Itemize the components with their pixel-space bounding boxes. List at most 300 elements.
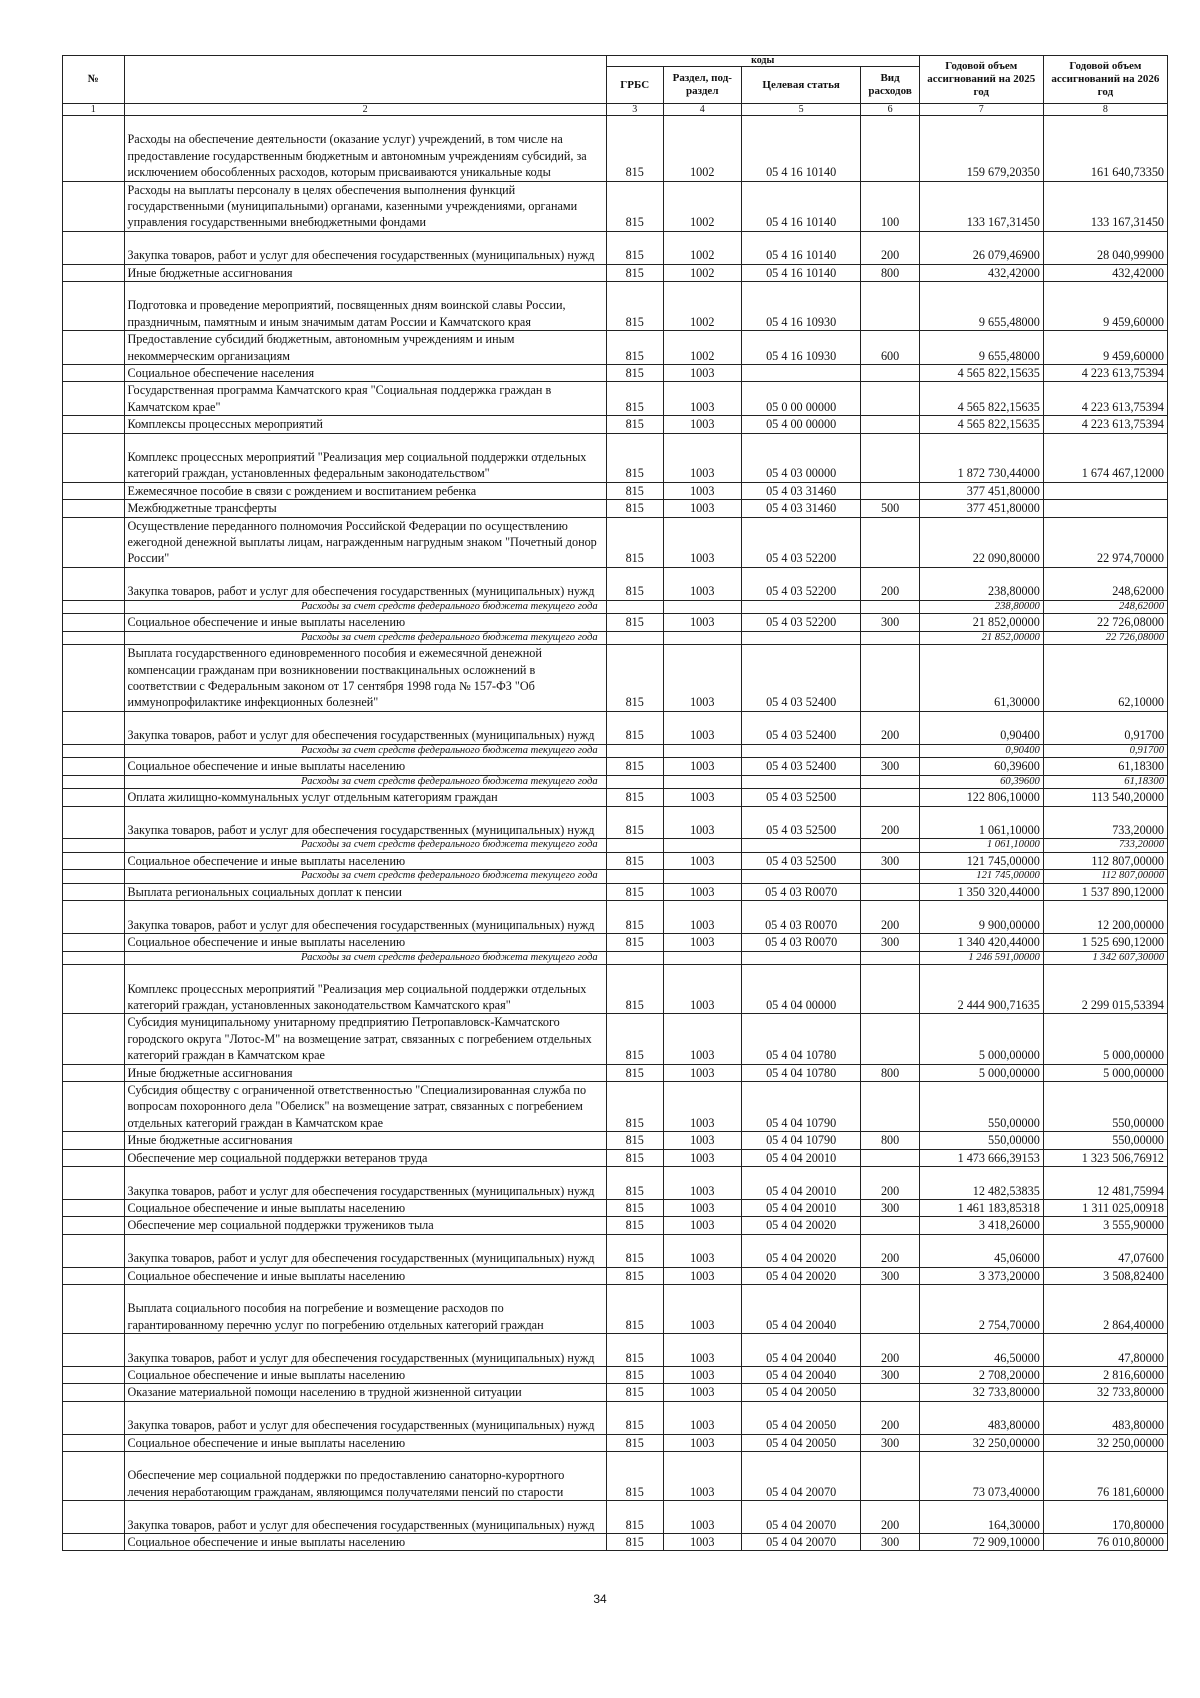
amount-2026: 113 540,20000 xyxy=(1043,789,1167,806)
vid-cell: 300 xyxy=(861,934,919,951)
federal-share-row xyxy=(63,951,1168,965)
razdel-cell: 1003 xyxy=(663,1149,741,1166)
vid-cell xyxy=(861,870,919,884)
grbs-cell: 815 xyxy=(606,517,663,567)
grbs-cell: 815 xyxy=(606,1434,663,1451)
header-2026: Годовой объем ассигнований на 2026 год xyxy=(1043,56,1167,104)
razdel-cell: 1003 xyxy=(663,645,741,712)
header-2025: Годовой объем ассигнований на 2025 год xyxy=(919,56,1043,104)
amount-2025: 238,80000 xyxy=(919,567,1043,600)
table-header xyxy=(63,56,1168,116)
grbs-cell: 815 xyxy=(606,1217,663,1234)
razdel-cell: 1003 xyxy=(663,567,741,600)
item-name: Государственная программа Камчатского края "Социальная поддержка граждан в Камчатском крае" xyxy=(124,382,606,416)
csr-cell: 05 4 04 20020 xyxy=(741,1234,861,1267)
no-cell xyxy=(63,517,125,567)
amount-2025: 164,30000 xyxy=(919,1501,1043,1534)
razdel-cell: 1003 xyxy=(663,1199,741,1216)
amount-2026: 76 181,60000 xyxy=(1043,1451,1167,1500)
razdel-cell xyxy=(663,631,741,645)
vid-cell xyxy=(861,631,919,645)
table-row xyxy=(63,645,1168,712)
vid-cell: 200 xyxy=(861,1234,919,1267)
razdel-cell: 1003 xyxy=(663,1434,741,1451)
razdel-cell xyxy=(663,600,741,614)
amount-2025: 133 167,31450 xyxy=(919,181,1043,231)
vid-cell: 200 xyxy=(861,567,919,600)
amount-2025: 46,50000 xyxy=(919,1334,1043,1367)
vid-cell xyxy=(861,1149,919,1166)
item-name: Закупка товаров, работ и услуг для обеспечения государственных (муниципальных) нужд xyxy=(124,1501,606,1534)
amount-2026: 22 726,08000 xyxy=(1043,631,1167,645)
table-row xyxy=(63,1384,1168,1401)
table-row xyxy=(63,1199,1168,1216)
amount-2026: 62,10000 xyxy=(1043,645,1167,712)
table-row xyxy=(63,1149,1168,1166)
no-cell xyxy=(63,416,125,433)
table-row xyxy=(63,1501,1168,1534)
csr-cell: 05 4 03 52500 xyxy=(741,789,861,806)
grbs-cell: 815 xyxy=(606,1533,663,1550)
table-row xyxy=(63,934,1168,951)
amount-2026: 483,80000 xyxy=(1043,1401,1167,1434)
razdel-cell: 1003 xyxy=(663,853,741,870)
grbs-cell: 815 xyxy=(606,433,663,482)
razdel-cell: 1003 xyxy=(663,965,741,1014)
item-name: Расходы за счет средств федерального бюджета текущего года xyxy=(124,951,606,965)
amount-2026: 3 555,90000 xyxy=(1043,1217,1167,1234)
header-vid: Вид расходов xyxy=(861,67,919,104)
amount-2025: 22 090,80000 xyxy=(919,517,1043,567)
csr-cell: 05 4 16 10140 xyxy=(741,231,861,264)
amount-2026: 2 816,60000 xyxy=(1043,1366,1167,1383)
table-row xyxy=(63,1064,1168,1081)
no-cell xyxy=(63,614,125,631)
grbs-cell xyxy=(606,744,663,758)
vid-cell xyxy=(861,951,919,965)
vid-cell: 800 xyxy=(861,1132,919,1149)
no-cell xyxy=(63,331,125,365)
amount-2026: 9 459,60000 xyxy=(1043,331,1167,365)
table-row xyxy=(63,789,1168,806)
item-name: Социальное обеспечение и иные выплаты населению xyxy=(124,1533,606,1550)
vid-cell xyxy=(861,789,919,806)
amount-2025: 550,00000 xyxy=(919,1082,1043,1132)
amount-2025: 3 418,26000 xyxy=(919,1217,1043,1234)
item-name: Расходы за счет средств федерального бюджета текущего года xyxy=(124,775,606,789)
amount-2025: 3 373,20000 xyxy=(919,1267,1043,1284)
item-name: Расходы за счет средств федерального бюджета текущего года xyxy=(124,870,606,884)
no-cell xyxy=(63,433,125,482)
no-cell xyxy=(63,934,125,951)
table-row xyxy=(63,758,1168,775)
razdel-cell: 1003 xyxy=(663,1533,741,1550)
razdel-cell: 1003 xyxy=(663,482,741,499)
col-num: 6 xyxy=(861,104,919,116)
razdel-cell: 1003 xyxy=(663,806,741,839)
grbs-cell: 815 xyxy=(606,282,663,331)
table-row xyxy=(63,806,1168,839)
amount-2026: 432,42000 xyxy=(1043,264,1167,281)
budget-sheet xyxy=(62,55,1168,1551)
razdel-cell: 1003 xyxy=(663,382,741,416)
header-name xyxy=(124,56,606,104)
no-cell xyxy=(63,806,125,839)
item-name: Комплекс процессных мероприятий "Реализация мер социальной поддержки отдельных категорий граждан, установленных законодательством Камчатского края" xyxy=(124,965,606,1014)
grbs-cell: 815 xyxy=(606,1199,663,1216)
razdel-cell xyxy=(663,951,741,965)
item-name: Социальное обеспечение населения xyxy=(124,365,606,382)
vid-cell xyxy=(861,775,919,789)
csr-cell: 05 4 03 52400 xyxy=(741,645,861,712)
amount-2026: 0,91700 xyxy=(1043,711,1167,744)
no-cell xyxy=(63,744,125,758)
vid-cell: 300 xyxy=(861,1533,919,1550)
no-cell xyxy=(63,965,125,1014)
grbs-cell: 815 xyxy=(606,567,663,600)
table-row xyxy=(63,853,1168,870)
item-name: Обеспечение мер социальной поддержки ветеранов труда xyxy=(124,1149,606,1166)
grbs-cell: 815 xyxy=(606,901,663,934)
vid-cell: 300 xyxy=(861,758,919,775)
no-cell xyxy=(63,789,125,806)
vid-cell xyxy=(861,482,919,499)
amount-2025: 61,30000 xyxy=(919,645,1043,712)
grbs-cell: 815 xyxy=(606,1167,663,1200)
table-row xyxy=(63,1284,1168,1333)
item-name: Иные бюджетные ассигнования xyxy=(124,1064,606,1081)
grbs-cell: 815 xyxy=(606,1149,663,1166)
vid-cell: 200 xyxy=(861,1401,919,1434)
csr-cell: 05 4 04 10780 xyxy=(741,1014,861,1064)
amount-2026: 32 250,00000 xyxy=(1043,1434,1167,1451)
vid-cell: 300 xyxy=(861,1267,919,1284)
vid-cell xyxy=(861,1014,919,1064)
razdel-cell: 1003 xyxy=(663,1167,741,1200)
no-cell xyxy=(63,1366,125,1383)
no-cell xyxy=(63,1401,125,1434)
razdel-cell: 1003 xyxy=(663,1082,741,1132)
vid-cell xyxy=(861,416,919,433)
grbs-cell: 815 xyxy=(606,264,663,281)
grbs-cell: 815 xyxy=(606,365,663,382)
no-cell xyxy=(63,951,125,965)
grbs-cell xyxy=(606,870,663,884)
item-name: Закупка товаров, работ и услуг для обеспечения государственных (муниципальных) нужд xyxy=(124,1401,606,1434)
razdel-cell: 1003 xyxy=(663,1064,741,1081)
csr-cell: 05 4 03 31460 xyxy=(741,500,861,517)
grbs-cell: 815 xyxy=(606,1082,663,1132)
vid-cell xyxy=(861,382,919,416)
item-name: Расходы за счет средств федерального бюджета текущего года xyxy=(124,600,606,614)
vid-cell: 200 xyxy=(861,1334,919,1367)
no-cell xyxy=(63,853,125,870)
amount-2025: 4 565 822,15635 xyxy=(919,416,1043,433)
csr-cell: 05 4 04 00000 xyxy=(741,965,861,1014)
csr-cell: 05 4 03 R0070 xyxy=(741,934,861,951)
grbs-cell: 815 xyxy=(606,806,663,839)
table-row xyxy=(63,1533,1168,1550)
grbs-cell: 815 xyxy=(606,500,663,517)
amount-2025: 377 451,80000 xyxy=(919,500,1043,517)
amount-2025: 73 073,40000 xyxy=(919,1451,1043,1500)
grbs-cell xyxy=(606,775,663,789)
item-name: Выплата региональных социальных доплат к пенсии xyxy=(124,884,606,901)
grbs-cell: 815 xyxy=(606,116,663,182)
no-cell xyxy=(63,500,125,517)
grbs-cell: 815 xyxy=(606,382,663,416)
item-name: Предоставление субсидий бюджетным, автономным учреждениям и иным некоммерческим организациям xyxy=(124,331,606,365)
table-row xyxy=(63,1217,1168,1234)
csr-cell: 05 4 16 10140 xyxy=(741,264,861,281)
no-cell xyxy=(63,1501,125,1534)
table-row xyxy=(63,1167,1168,1200)
razdel-cell: 1003 xyxy=(663,1132,741,1149)
table-row xyxy=(63,181,1168,231)
razdel-cell: 1003 xyxy=(663,1366,741,1383)
item-name: Закупка товаров, работ и услуг для обеспечения государственных (муниципальных) нужд xyxy=(124,1234,606,1267)
amount-2025: 5 000,00000 xyxy=(919,1064,1043,1081)
item-name: Закупка товаров, работ и услуг для обеспечения государственных (муниципальных) нужд xyxy=(124,1167,606,1200)
amount-2025: 60,39600 xyxy=(919,758,1043,775)
razdel-cell: 1002 xyxy=(663,116,741,182)
item-name: Ежемесячное пособие в связи с рождением и воспитанием ребенка xyxy=(124,482,606,499)
no-cell xyxy=(63,1434,125,1451)
federal-share-row xyxy=(63,839,1168,853)
razdel-cell: 1003 xyxy=(663,614,741,631)
razdel-cell xyxy=(663,775,741,789)
amount-2025: 1 061,10000 xyxy=(919,806,1043,839)
grbs-cell: 815 xyxy=(606,1284,663,1333)
item-name: Межбюджетные трансферты xyxy=(124,500,606,517)
no-cell xyxy=(63,1132,125,1149)
col-num: 4 xyxy=(663,104,741,116)
no-cell xyxy=(63,758,125,775)
amount-2026: 9 459,60000 xyxy=(1043,282,1167,331)
amount-2026: 22 726,08000 xyxy=(1043,614,1167,631)
col-num: 7 xyxy=(919,104,1043,116)
table-row xyxy=(63,614,1168,631)
amount-2026: 1 323 506,76912 xyxy=(1043,1149,1167,1166)
amount-2026: 1 525 690,12000 xyxy=(1043,934,1167,951)
csr-cell: 05 4 04 20040 xyxy=(741,1284,861,1333)
vid-cell: 600 xyxy=(861,331,919,365)
col-num: 3 xyxy=(606,104,663,116)
amount-2025: 1 872 730,44000 xyxy=(919,433,1043,482)
razdel-cell: 1003 xyxy=(663,433,741,482)
amount-2026: 733,20000 xyxy=(1043,806,1167,839)
grbs-cell: 815 xyxy=(606,1234,663,1267)
item-name: Обеспечение мер социальной поддержки по предоставлению санаторно-курортного лечения неработающим гражданам, являющимся получателями пенсий по старости xyxy=(124,1451,606,1500)
no-cell xyxy=(63,1384,125,1401)
csr-cell: 05 4 04 10790 xyxy=(741,1132,861,1149)
amount-2025: 0,90400 xyxy=(919,744,1043,758)
amount-2025: 72 909,10000 xyxy=(919,1533,1043,1550)
amount-2026: 5 000,00000 xyxy=(1043,1064,1167,1081)
no-cell xyxy=(63,1217,125,1234)
amount-2026: 2 864,40000 xyxy=(1043,1284,1167,1333)
amount-2025: 9 655,48000 xyxy=(919,282,1043,331)
amount-2025: 1 461 183,85318 xyxy=(919,1199,1043,1216)
vid-cell: 300 xyxy=(861,853,919,870)
amount-2026: 0,91700 xyxy=(1043,744,1167,758)
no-cell xyxy=(63,600,125,614)
csr-cell: 05 4 03 52400 xyxy=(741,711,861,744)
page-number: 34 xyxy=(593,1592,607,1606)
amount-2026: 1 342 607,30000 xyxy=(1043,951,1167,965)
csr-cell: 05 4 04 20070 xyxy=(741,1501,861,1534)
item-name: Расходы на выплаты персоналу в целях обеспечения выполнения функций государственными (муниципальными) органами, казенными учреждениями, органами управления государственными внебюджетными фондами xyxy=(124,181,606,231)
no-cell xyxy=(63,711,125,744)
amount-2025: 121 745,00000 xyxy=(919,870,1043,884)
razdel-cell: 1002 xyxy=(663,331,741,365)
item-name: Субсидия муниципальному унитарному предприятию Петропавловск-Камчатского городского округа "Лотос-М" на возмещение затрат, связанных с погребением отдельных категорий граждан в Камчатском крае xyxy=(124,1014,606,1064)
amount-2026: 112 807,00000 xyxy=(1043,870,1167,884)
grbs-cell: 815 xyxy=(606,614,663,631)
vid-cell xyxy=(861,517,919,567)
amount-2026: 170,80000 xyxy=(1043,1501,1167,1534)
grbs-cell: 815 xyxy=(606,1132,663,1149)
col-num: 8 xyxy=(1043,104,1167,116)
table-row xyxy=(63,331,1168,365)
item-name: Выплата государственного единовременного пособия и ежемесячной денежной компенсации гражданам при возникновении поствакцинальных осложнений в соответствии с Федеральным законом от 17 сентября 1998 года № 157-ФЗ "Об иммунопрофилактике инфекционных болезней" xyxy=(124,645,606,712)
amount-2026: 22 974,70000 xyxy=(1043,517,1167,567)
csr-cell: 05 4 04 20020 xyxy=(741,1267,861,1284)
table-row xyxy=(63,116,1168,182)
amount-2025: 60,39600 xyxy=(919,775,1043,789)
federal-share-row xyxy=(63,600,1168,614)
amount-2025: 9 900,00000 xyxy=(919,901,1043,934)
no-cell xyxy=(63,1267,125,1284)
no-cell xyxy=(63,567,125,600)
vid-cell xyxy=(861,1384,919,1401)
table-row xyxy=(63,382,1168,416)
grbs-cell: 815 xyxy=(606,711,663,744)
csr-cell xyxy=(741,365,861,382)
no-cell xyxy=(63,1284,125,1333)
table-body xyxy=(63,116,1168,1551)
amount-2026: 733,20000 xyxy=(1043,839,1167,853)
vid-cell xyxy=(861,744,919,758)
razdel-cell: 1002 xyxy=(663,264,741,281)
no-cell xyxy=(63,1064,125,1081)
vid-cell xyxy=(861,116,919,182)
csr-cell: 05 4 04 20050 xyxy=(741,1434,861,1451)
no-cell xyxy=(63,1533,125,1550)
table-row xyxy=(63,1234,1168,1267)
amount-2026: 161 640,73350 xyxy=(1043,116,1167,182)
vid-cell xyxy=(861,433,919,482)
grbs-cell: 815 xyxy=(606,1014,663,1064)
razdel-cell: 1002 xyxy=(663,282,741,331)
grbs-cell xyxy=(606,951,663,965)
grbs-cell xyxy=(606,600,663,614)
csr-cell xyxy=(741,839,861,853)
table-row xyxy=(63,1334,1168,1367)
vid-cell: 300 xyxy=(861,1434,919,1451)
amount-2026: 61,18300 xyxy=(1043,758,1167,775)
amount-2025: 1 473 666,39153 xyxy=(919,1149,1043,1166)
razdel-cell: 1003 xyxy=(663,934,741,951)
csr-cell: 05 4 03 00000 xyxy=(741,433,861,482)
item-name: Расходы на обеспечение деятельности (оказание услуг) учреждений, в том числе на предоставление государственным бюджетным и автономным учреждениям субсидий, за исключением обособленных расходов, которым присваиваются уникальные коды xyxy=(124,116,606,182)
item-name: Иные бюджетные ассигнования xyxy=(124,1132,606,1149)
no-cell xyxy=(63,181,125,231)
vid-cell xyxy=(861,1451,919,1500)
item-name: Социальное обеспечение и иные выплаты населению xyxy=(124,853,606,870)
amount-2026: 133 167,31450 xyxy=(1043,181,1167,231)
table-row xyxy=(63,231,1168,264)
item-name: Закупка товаров, работ и услуг для обеспечения государственных (муниципальных) нужд xyxy=(124,806,606,839)
vid-cell xyxy=(861,600,919,614)
amount-2025: 45,06000 xyxy=(919,1234,1043,1267)
item-name: Закупка товаров, работ и услуг для обеспечения государственных (муниципальных) нужд xyxy=(124,1334,606,1367)
table-row xyxy=(63,517,1168,567)
header-grbs: ГРБС xyxy=(606,67,663,104)
table-row xyxy=(63,1267,1168,1284)
grbs-cell: 815 xyxy=(606,1064,663,1081)
col-num: 1 xyxy=(63,104,125,116)
csr-cell: 05 4 04 20020 xyxy=(741,1217,861,1234)
table-row xyxy=(63,884,1168,901)
razdel-cell: 1003 xyxy=(663,1501,741,1534)
federal-share-row xyxy=(63,775,1168,789)
item-name: Оплата жилищно-коммунальных услуг отдельным категориям граждан xyxy=(124,789,606,806)
amount-2026: 4 223 613,75394 xyxy=(1043,382,1167,416)
amount-2026: 550,00000 xyxy=(1043,1082,1167,1132)
vid-cell: 300 xyxy=(861,1199,919,1216)
amount-2025: 2 754,70000 xyxy=(919,1284,1043,1333)
csr-cell: 05 4 04 20010 xyxy=(741,1149,861,1166)
razdel-cell: 1003 xyxy=(663,1401,741,1434)
csr-cell xyxy=(741,744,861,758)
grbs-cell: 815 xyxy=(606,645,663,712)
amount-2025: 5 000,00000 xyxy=(919,1014,1043,1064)
amount-2026: 12 200,00000 xyxy=(1043,901,1167,934)
vid-cell: 200 xyxy=(861,1501,919,1534)
amount-2025: 238,80000 xyxy=(919,600,1043,614)
vid-cell: 800 xyxy=(861,1064,919,1081)
csr-cell: 05 4 03 R0070 xyxy=(741,884,861,901)
grbs-cell: 815 xyxy=(606,1451,663,1500)
csr-cell: 05 4 03 31460 xyxy=(741,482,861,499)
razdel-cell: 1003 xyxy=(663,365,741,382)
item-name: Субсидия обществу с ограниченной ответственностью "Специализированная служба по вопросам похоронного дела "Обелиск" на возмещение затрат, связанных с погребением отдельных категорий граждан в Камчатском крае xyxy=(124,1082,606,1132)
razdel-cell xyxy=(663,870,741,884)
table-row xyxy=(63,1132,1168,1149)
razdel-cell: 1003 xyxy=(663,1384,741,1401)
item-name: Социальное обеспечение и иные выплаты населению xyxy=(124,1434,606,1451)
vid-cell xyxy=(861,645,919,712)
grbs-cell: 815 xyxy=(606,1366,663,1383)
grbs-cell: 815 xyxy=(606,1334,663,1367)
csr-cell xyxy=(741,870,861,884)
csr-cell: 05 4 16 10930 xyxy=(741,331,861,365)
table-row xyxy=(63,1082,1168,1132)
amount-2026: 550,00000 xyxy=(1043,1132,1167,1149)
amount-2026: 5 000,00000 xyxy=(1043,1014,1167,1064)
item-name: Закупка товаров, работ и услуг для обеспечения государственных (муниципальных) нужд xyxy=(124,567,606,600)
razdel-cell xyxy=(663,744,741,758)
vid-cell xyxy=(861,1284,919,1333)
grbs-cell: 815 xyxy=(606,1267,663,1284)
vid-cell xyxy=(861,965,919,1014)
amount-2026: 1 674 467,12000 xyxy=(1043,433,1167,482)
csr-cell xyxy=(741,631,861,645)
amount-2026: 4 223 613,75394 xyxy=(1043,416,1167,433)
item-name: Закупка товаров, работ и услуг для обеспечения государственных (муниципальных) нужд xyxy=(124,901,606,934)
amount-2025: 2 444 900,71635 xyxy=(919,965,1043,1014)
